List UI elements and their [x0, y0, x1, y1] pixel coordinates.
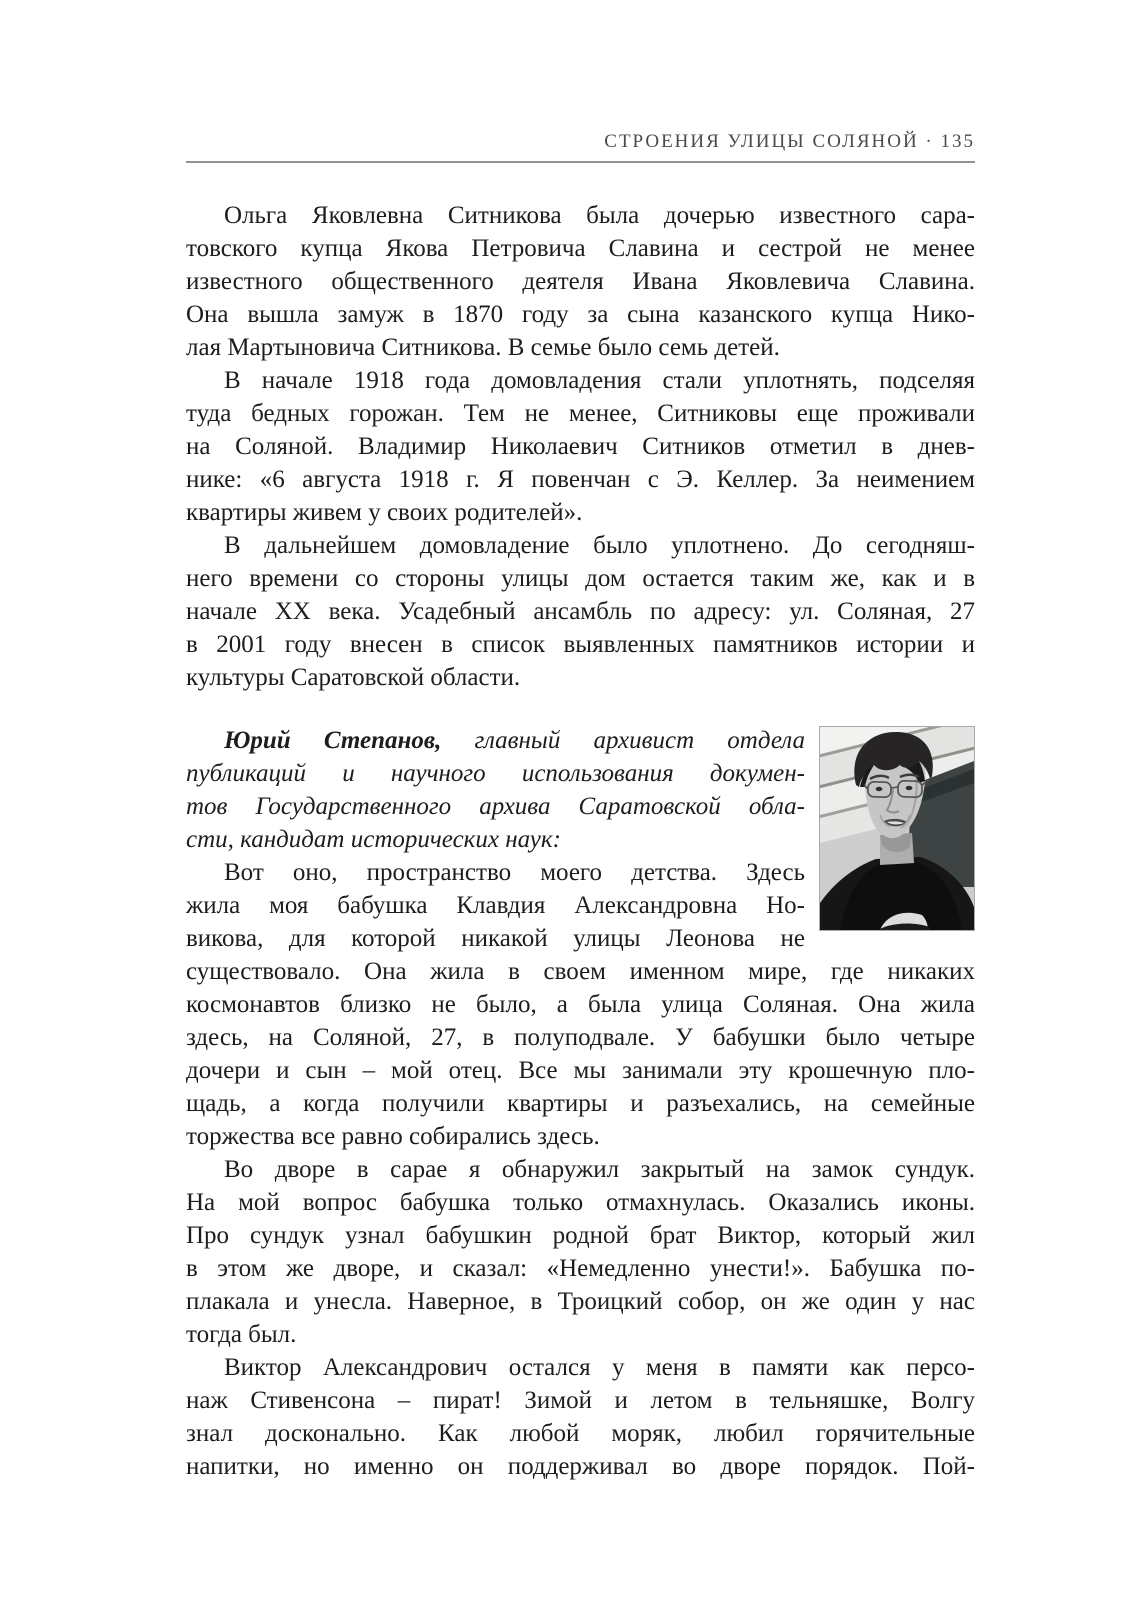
paragraph-viktor — [186, 1351, 975, 1483]
text-line: напитки, но именно он поддерживал во дворе порядок. Пой- — [186, 1453, 975, 1480]
text-line: квартиры живем у своих родителей». — [186, 499, 583, 526]
text-line: в этом же дворе, и сказал: «Немедленно унести!». Бабушка по- — [186, 1255, 975, 1282]
text-line: тогда был. — [186, 1321, 297, 1348]
text-line: публикаций и научного использования докумен- — [186, 760, 805, 787]
text-line: туда бедных горожан. Тем не менее, Ситниковы еще проживали — [186, 400, 975, 427]
text-line: Ольга Яковлевна Ситникова была дочерью известного сара- — [224, 202, 975, 229]
text-line: жила моя бабушка Клавдия Александровна Но- — [186, 892, 805, 919]
text-line: нике: «6 августа 1918 г. Я повенчан с Э. Келлер. За неимением — [186, 466, 975, 493]
text-line: наж Стивенсона – пират! Зимой и летом в тельняшке, Волгу — [186, 1387, 975, 1414]
text-line: сти, кандидат исторических наук: — [186, 826, 561, 853]
text-line: существовало. Она жила в своем именном мире, где никаких — [186, 958, 975, 985]
interview-section — [186, 724, 975, 1483]
speaker-name: Юрий Степанов, — [224, 727, 442, 754]
text-line: на Соляной. Владимир Николаевич Ситников отметил в днев- — [186, 433, 975, 460]
text-line: Вот оно, пространство моего детства. Здесь — [224, 859, 805, 886]
paragraph-monument — [186, 529, 975, 694]
header-rule — [186, 161, 975, 163]
text-line: дочери и сын – мой отец. Все мы занимали эту крошечную пло- — [186, 1057, 975, 1084]
text-line: знал досконально. Как любой моряк, любил горячительные — [186, 1420, 975, 1447]
text-line: космонавтов близко не было, а была улица Соляная. Она жила — [186, 991, 975, 1018]
text-line: Виктор Александрович остался у меня в памяти как персо- — [224, 1354, 975, 1381]
text-line: культуры Саратовской области. — [186, 664, 521, 691]
text-line: щадь, а когда получили квартиры и разъехались, на семейные — [186, 1090, 975, 1117]
portrait-photo — [819, 726, 975, 931]
text-line: В дальнейшем домовладение было уплотнено. До сегодняш- — [224, 532, 975, 559]
text-line: в 2001 году внесен в список выявленных памятников истории и — [186, 631, 975, 658]
text-line: здесь, на Соляной, 27, в полуподвале. У бабушки было четыре — [186, 1024, 975, 1051]
text-line: Она вышла замуж в 1870 году за сына казанского купца Нико- — [186, 301, 975, 328]
text-line: тов Государственного архива Саратовской обла- — [186, 793, 805, 820]
text-line: плакала и унесла. Наверное, в Троицкий собор, он же один у нас — [186, 1288, 975, 1315]
page-body — [186, 199, 975, 1483]
text-line: Про сундук узнал бабушкин родной брат Виктор, который жил — [186, 1222, 975, 1249]
text-line: него времени со стороны улицы дом остается таким же, как и в — [186, 565, 975, 592]
text-line: известного общественного деятеля Ивана Яковлевича Славина. — [186, 268, 975, 295]
paragraph-1918 — [186, 364, 975, 529]
running-header — [186, 130, 975, 154]
text-line: викова, для которой никакой улицы Леонова не — [186, 925, 805, 952]
text-line: В начале 1918 года домовладения стали уплотнять, подселяя — [224, 367, 975, 394]
text-line: лая Мартыновича Ситникова. В семье было семь детей. — [186, 334, 780, 361]
text-line: На мой вопрос бабушка только отмахнулась. Оказались иконы. — [186, 1189, 975, 1216]
portrait-illustration — [820, 727, 974, 930]
text-line: Во дворе в сарае я обнаружил закрытый на замок сундук. — [224, 1156, 975, 1183]
running-header-text: СТРОЕНИЯ УЛИЦЫ СОЛЯНОЙ · 135 — [604, 131, 975, 152]
paragraph-chest — [186, 1153, 975, 1351]
text-line: торжества все равно собирались здесь. — [186, 1123, 600, 1150]
paragraph-olga — [186, 199, 975, 364]
text-line: товского купца Якова Петровича Славина и сестрой не менее — [186, 235, 975, 262]
speaker-title: главный архивист отдела — [441, 727, 805, 754]
text-line: начале XX века. Усадебный ансамбль по адресу: ул. Соляная, 27 — [186, 598, 975, 625]
